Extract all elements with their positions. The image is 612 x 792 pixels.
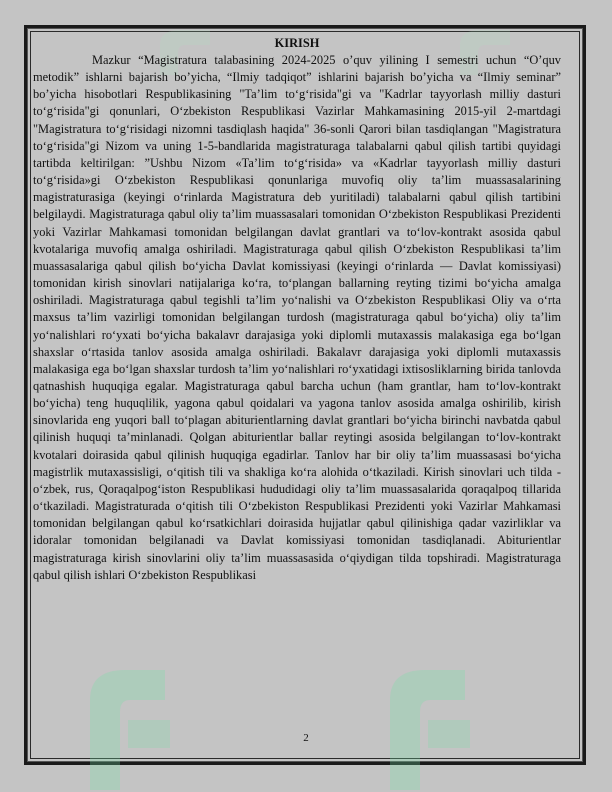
page-number: 2 bbox=[303, 732, 309, 744]
document-body-paragraph: Mazkur “Magistratura talabasining 2024-2025 o’quv yilining I semestri uchun “O’quv metodik” ishlarni bajarish bo’yicha, “Ilmiy tadqiqot” ishlarini bajarish bo’yicha va “Ilmiy seminar” bo’yicha hisobotlari Respublikasining "Ta’lim to‘g‘risida"gi va "Kadrlar tayyorlash milliy dasturi to‘g‘risida"gi qonunlari, O‘zbekiston Respublikasi Vazirlar Mahkamasining 2015-yil 2-martdagi "Magistratura to‘g‘risidagi nizomni tasdiqlash haqida" 36-sonli Qarori bilan tasdiqlangan "Magistratura to‘g‘risida"gi Nizom va uning 1-5-bandlarida magistraturaga talabalarni qabul qilish tartibi quyidagi tartibda keltirilgan: ”Ushbu Nizom «Ta’lim to‘g‘risida» va «Kadrlar tayyorlash milliy dasturi to‘g‘risida»gi O‘zbekiston Respublikasi qonunlariga muvofiq oliy ta’lim muassasalarining magistraturasiga (keyingi o‘rinlarda Magistratura deb yuritiladi) talabalarni qabul qilish tartibini belgilaydi. Magistraturaga qabul oliy ta’lim muassasalari tomonidan O‘zbekiston Respublikasi Prezidenti yoki Vazirlar Mahkamasi tomonidan belgilangan davlat grantlari va to‘lov-kontrakt asosida qabul kvotalariga muvofiq amalga oshiriladi. Magistraturaga qabul qilish O‘zbekiston Respublikasi ta’lim muassasalariga qabul qilish bo‘yicha Davlat komissiyasi (keyingi o‘rinlarda — Davlat komissiyasi) tomonidan kirish sinovlari natijalariga ko‘ra, to‘plangan ballarning reyting tizimi bo‘yicha amalga oshiriladi. Magistraturaga qabul tegishli ta’lim yo‘nalishi va O‘zbekiston Respublikasi Oliy va o‘rta maxsus ta’lim vazirligi tomonidan belgilangan turdosh (magistraturaga qabul bo‘yicha) oliy ta’lim yo‘nalishlari ro‘yxati bo‘yicha bakalavr darajasiga yoki diplomli mutaxassis malakasiga ega bo‘lgan shaxslar o‘rtasida tanlov asosida amalga oshiriladi. Bakalavr darajasiga yoki diplomli mutaxassis malakasiga ega bo‘lgan shaxslar turdosh ta’lim yo‘nalishlari ro‘yxatidagi ixtisosliklarning birida tanlovda qatnashish huquqiga egalar. Magistraturaga qabul barcha uchun (ham grantlar, ham to‘lov-kontrakt bo‘yicha) teng huquqlilik, yagona qabul qoidalari va yagona tanlov asosida amalga oshirilib, kirish sinovlarida eng yuqori ball to‘plagan abiturientlarning davlat grantlari bo‘yicha birinchi navbatda qabul qilinish huquqi ta’minlanadi. Qolgan abiturientlar ballar reytingi asosida belgilangan to‘lov-kontrakt kvotalari doirasida qabul qilinish huquqiga egadirlar. Tanlov har bir oliy ta’lim muassasasi bo‘yicha magistrlik mutaxassisligi, o‘qitish tili va shakliga ko‘ra alohida o‘tkaziladi. Kirish sinovlari uch tilda - o‘zbek, rus, Qoraqalpog‘iston Respublikasi hududidagi oliy ta’lim muassasalarida qoraqalpoq tillarida o‘tkaziladi. Magistraturada o‘qitish tili O‘zbekiston Respublikasi Prezidenti yoki Vazirlar Mahkamasi tomonidan belgilangan qabul ko‘rsatkichlari doirasida hujjatlar qabul qilinishiga qadar vazirliklar va idoralar tomonidan belgilanadi va Davlat komissiyasi tomonidan tasdiqlanadi. Abiturientlar magistraturaga kirish sinovlarini oliy ta’lim muassasasida o‘qiydigan tilda topshiradi. Magistraturaga qabul qilish ishlari O‘zbekiston Respublikasi bbox=[33, 53, 561, 582]
document-heading: KIRISH bbox=[274, 36, 320, 50]
document-content bbox=[33, 35, 561, 584]
